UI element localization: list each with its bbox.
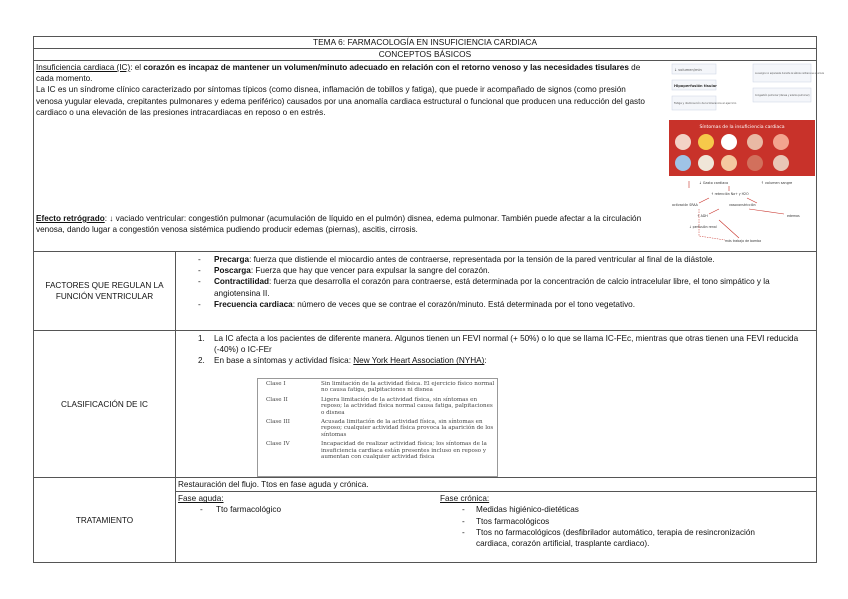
list-item: - Poscarga: Fuerza que hay que vencer para expulsar la sangre del corazón. — [176, 265, 816, 276]
svg-text:edemas: edemas — [787, 214, 800, 218]
svg-text:↓ Gasto cardiaco: ↓ Gasto cardiaco — [699, 181, 729, 185]
ic-definition: Insuficiencia cardiaca (IC): el corazón es incapaz de mantener un volumen/minuto adecuado en relación con el retorno venoso y las necesidades tisulares de cada momento. — [36, 63, 641, 84]
factors-label: FACTORES QUE REGULAN LA FUNCIÓN VENTRICULAR — [34, 252, 176, 331]
classification-label: CLASIFICACIÓN DE IC — [34, 331, 176, 478]
document-title: TEMA 6: FARMACOLOGÍA EN INSUFICIENCIA CARDIACA — [34, 37, 817, 49]
treatment-intro: Restauración del flujo. Ttos en fase aguda y crónica. — [178, 480, 369, 489]
classification-cell — [176, 331, 817, 478]
list-item: - Medidas higiénico-dietéticas — [440, 504, 780, 515]
treatment-label: TRATAMIENTO — [34, 478, 176, 563]
nyha-row: Clase I Sin limitación de la actividad física. El ejercicio físico normal no causa fatiga, palpitaciones ni disnea — [266, 381, 495, 394]
svg-text:↓ volumen/min: ↓ volumen/min — [674, 68, 702, 72]
svg-text:La sangre no expulsada durante: La sangre no expulsada durante la sístole cardiaca se acumula — [755, 72, 824, 75]
svg-text:Congestión pulmonar (disnea y: Congestión pulmonar (disnea y edema pulmonar) — [755, 94, 810, 97]
list-item: 2. En base a síntomas y actividad física: New York Heart Association (NYHA): — [198, 356, 487, 366]
svg-text:Hipoperfusión tisular: Hipoperfusión tisular — [674, 84, 717, 88]
retrograde-flow-figure — [669, 176, 815, 248]
acute-phase — [178, 493, 440, 549]
symptoms-figure-graphic — [669, 62, 824, 177]
factors-list — [176, 254, 816, 310]
list-item: - Frecuencia cardiaca: número de veces que se contrae el corazón/minuto. Está determinada por el tono vegetativo. — [176, 299, 816, 310]
retrograde-flow-graphic — [669, 176, 815, 248]
ic-paragraph: La IC es un síndrome clínico caracterizado por síntomas típicos (como disnea, inflamación de tobillos y fatiga), que puede ir acompañado de signos (como presión venosa yugular elevada, crepitantes pulmonares y edema periférico) causados por una anomalía cardiaca estructural o funcional que producen una reducción del gasto cardiaco o una elevación de las presiones intracardiacas en reposo o en estrés. — [36, 85, 645, 117]
list-item: - Tto farmacológico — [178, 504, 440, 515]
retrograde-effect: Efecto retrógrado: ↓ vaciado ventricular: congestión pulmonar (acumulación de líquido en el pulmón) disnea, edema pulmonar. También puede afectar a la circulación venosa, dando lugar a congestión venosa sistémica pudiendo producir edemas (piernas), ascitis, cirrosis. — [36, 214, 642, 235]
section-title: CONCEPTOS BÁSICOS — [34, 49, 817, 61]
nyha-row: Clase II Ligera limitación de la actividad física, sin síntomas en reposo; la actividad física normal causa fatiga, palpitaciones o disnea — [266, 396, 493, 416]
svg-text:↑ retención Na+ y H2O: ↑ retención Na+ y H2O — [711, 192, 749, 196]
svg-text:más trabajo de bomba: más trabajo de bomba — [725, 239, 762, 243]
symptoms-figure — [669, 62, 824, 177]
svg-text:↓ perfusión renal: ↓ perfusión renal — [689, 225, 717, 229]
svg-text:vasoconstricción: vasoconstricción — [729, 203, 756, 207]
list-item: 1. La IC afecta a los pacientes de diferente manera. Algunos tienen un FEVI normal (+ 50%) o lo que se llama IC-FEc, mientras que otras tienen una FEVI reducida (-40%) o IC-FEr — [198, 334, 799, 355]
retro-term: Efecto retrógrado — [36, 214, 105, 223]
nyha-row: Clase III Acusada limitación de la actividad física, sin síntomas en reposo; cualquier actividad física provoca la aparición de los síntomas — [266, 419, 494, 438]
svg-text:↑ volumen sangre: ↑ volumen sangre — [761, 181, 793, 185]
svg-text:↑ ADH: ↑ ADH — [697, 214, 708, 218]
list-item: - Contractilidad: fuerza que desarrolla el corazón para contraerse, está determinada por la concentración de calcio intracelular libre, el tono simpático y la angiotensina II. — [176, 276, 816, 298]
svg-text:Fatiga y disminución de la tol: Fatiga y disminución de la tolerancia al ejercicio — [674, 102, 737, 105]
chronic-title: Fase crónica: — [440, 494, 490, 504]
list-item: - Ttos no farmacológicos (desfibrilador automático, terapia de resincronización cardiaca, corazón artificial, trasplante cardiaco). — [440, 527, 780, 549]
svg-text:activación SRAA: activación SRAA — [672, 203, 698, 207]
chronic-phase — [440, 493, 780, 549]
nyha-table-image — [257, 378, 498, 477]
classification-list — [176, 333, 816, 367]
list-item: - Precarga: fuerza que distiende el miocardio antes de contraerse, representada por la tensión de la pared ventricular al final de la diástole. — [176, 254, 816, 265]
ic-term: Insuficiencia cardiaca (IC) — [36, 63, 131, 72]
list-item: - Ttos farmacológicos — [440, 516, 780, 527]
factors-cell — [176, 252, 817, 331]
treatment-cell — [176, 478, 817, 563]
nyha-row: Clase IV Incapacidad de realizar actividad física; los síntomas de la insuficiencia cardiaca están presentes incluso en reposo y aumentan con cualquier actividad física — [266, 441, 487, 461]
svg-text:Síntomas de la insuficiencia c: Síntomas de la insuficiencia cardiaca — [699, 125, 785, 130]
acute-title: Fase aguda: — [178, 494, 224, 504]
